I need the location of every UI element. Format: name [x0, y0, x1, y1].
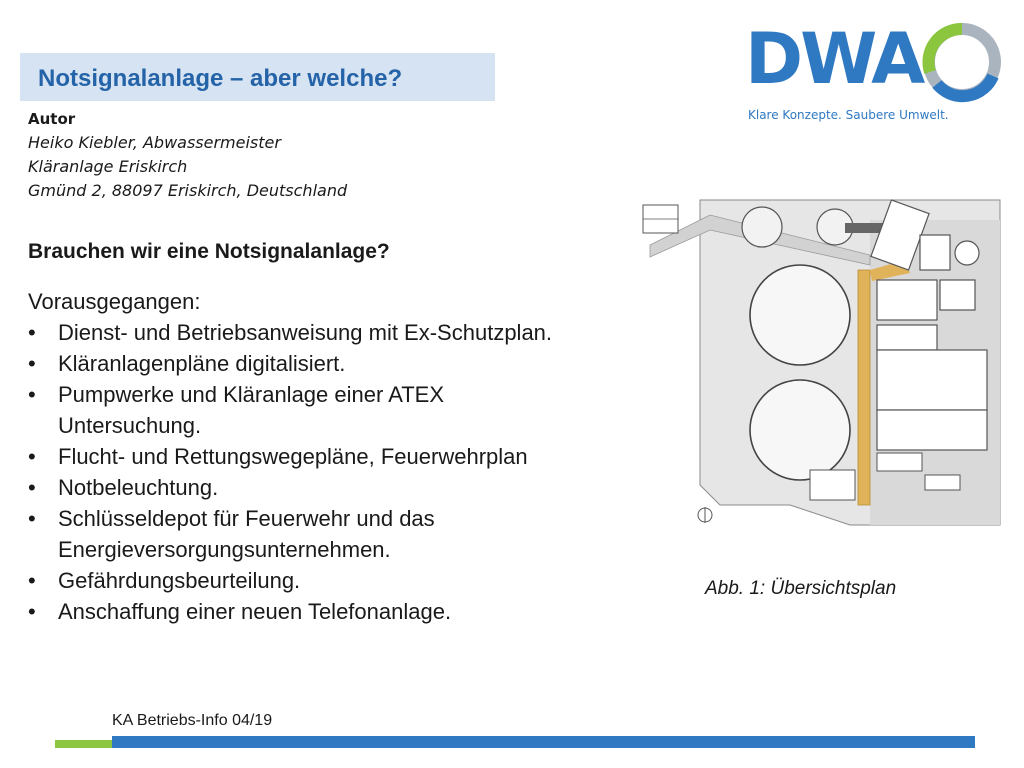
bullet-list	[28, 317, 668, 627]
figure-caption: Abb. 1: Übersichtsplan	[705, 578, 897, 599]
list-item: • Anschaffung einer neuen Telefonanlage.	[28, 596, 668, 627]
bullet-icon: •	[28, 351, 36, 376]
author-name: Heiko Kiebler, Abwassermeister	[28, 133, 281, 152]
bullet-icon: •	[28, 475, 36, 500]
bullet-icon: •	[28, 568, 36, 593]
dwa-logo	[745, 18, 1007, 128]
slide-title: Notsignalanlage – aber welche?	[20, 53, 495, 101]
list-item: • Flucht- und Rettungswegepläne, Feuerwehrplan	[28, 441, 668, 472]
logo-ring-icon	[917, 20, 1007, 110]
author-address: Gmünd 2, 88097 Eriskirch, Deutschland	[28, 181, 348, 200]
section-question: Brauchen wir eine Notsignalanlage?	[28, 240, 390, 263]
site-plan-image	[640, 185, 1005, 540]
author-heading: Autor	[28, 110, 76, 128]
list-item: • Notbeleuchtung.	[28, 472, 668, 503]
list-item: • Schlüsseldepot für Feuerwehr und das Energieversorgungsunternehmen.	[28, 503, 528, 565]
bullet-icon: •	[28, 444, 36, 469]
list-item: • Gefährdungsbeurteilung.	[28, 565, 668, 596]
bullet-icon: •	[28, 599, 36, 624]
list-item: • Pumpwerke und Kläranlage einer ATEX Untersuchung.	[28, 379, 528, 441]
footer-label: KA Betriebs-Info 04/19	[112, 712, 273, 729]
bullet-icon: •	[28, 320, 36, 345]
author-block	[28, 107, 347, 203]
list-item: • Dienst- und Betriebsanweisung mit Ex-Schutzplan.	[28, 317, 668, 348]
author-organization: Kläranlage Eriskirch	[28, 157, 188, 176]
bullet-icon: •	[28, 506, 36, 531]
footer-bar	[112, 736, 975, 748]
logo-wordmark: DWA	[745, 18, 923, 100]
logo-tagline: Klare Konzepte. Saubere Umwelt.	[748, 108, 949, 122]
section-intro: Vorausgegangen:	[28, 289, 201, 314]
footer-accent-bar	[55, 740, 112, 748]
list-item: • Kläranlagenpläne digitalisiert.	[28, 348, 668, 379]
bullet-icon: •	[28, 382, 36, 407]
